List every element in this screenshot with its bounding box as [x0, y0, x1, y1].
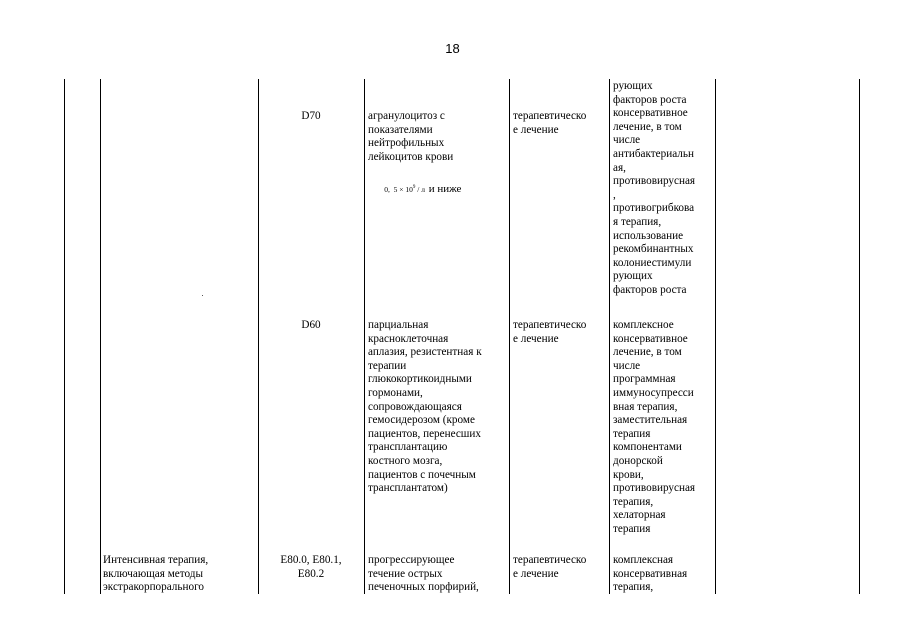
- formula-suffix: и ниже: [428, 183, 462, 195]
- formula-prefix: 0, 5 × 10: [384, 185, 413, 194]
- code-cell: D70: [301, 110, 321, 122]
- column-divider: [100, 79, 101, 594]
- condition-cell: прогрессирующее течение острых печеночных порфирий,: [368, 554, 479, 594]
- scan-speck: [202, 295, 203, 296]
- method-cell: комплексная консервативная терапия,: [613, 554, 688, 594]
- method-cell: комплексное консервативное лечение, в том числе программная иммуносупресси вная терапия, заместительная терапия компонентами донорской крови, противовирусная терапия, хелаторная терапия: [613, 319, 696, 535]
- condition-cell: парциальная красноклеточная аплазия, резистентная к терапии глюкокортикоидными гормонами, сопровождающаяся гемосидерозом (кроме пациентов, перенесших трансплантацию костного мозга, пациентов с почечным трансплантатом): [368, 319, 482, 495]
- profile-cell: Интенсивная терапия, включающая методы экстракорпорального: [103, 554, 209, 594]
- column-divider: [364, 79, 365, 594]
- method-cell: рующих факторов роста консервативное лечение, в том числе антибактериальн ая, противовирусная , противогрибкова я терапия, использование рекомбинантных колониестимули рующих факторов роста: [613, 80, 696, 296]
- code-cell: E80.0, E80.1, E80.2: [280, 554, 342, 580]
- table-border-left: [64, 79, 65, 594]
- condition-cell: агранулоцитоз с показателями нейтрофильных лейкоцитов крови: [368, 110, 454, 163]
- formula-exponent: 9: [412, 185, 416, 190]
- page-number: 18: [445, 41, 460, 56]
- neutrophil-formula: [373, 173, 461, 205]
- column-divider: [609, 79, 610, 594]
- formula-unit: / л: [415, 185, 425, 194]
- column-divider: [509, 79, 510, 594]
- treatment-type-cell: терапевтическо е лечение: [513, 110, 587, 136]
- treatment-type-cell: терапевтическо е лечение: [513, 319, 587, 345]
- code-cell: D60: [301, 319, 321, 331]
- treatment-type-cell: терапевтическо е лечение: [513, 554, 587, 580]
- column-divider: [258, 79, 259, 594]
- column-divider: [715, 79, 716, 594]
- table-border-right: [859, 79, 860, 594]
